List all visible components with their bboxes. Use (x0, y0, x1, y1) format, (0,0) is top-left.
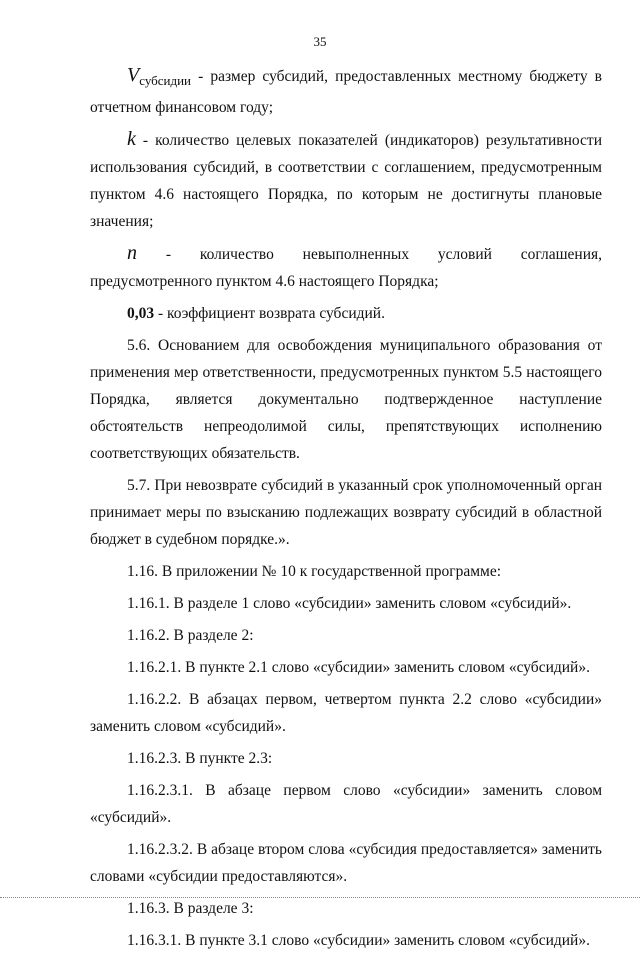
definition-coefficient-text: - коэффициент возврата субсидий. (154, 305, 385, 323)
paragraph-1-16-2-2: 1.16.2.2. В абзацах первом, четвертом пункта 2.2 слово «субсидии» заменить словом «субсидий». (90, 691, 602, 736)
paragraph-1-16-2-1: 1.16.2.1. В пункте 2.1 слово «субсидии» заменить словом «субсидий». (127, 659, 590, 677)
definition-coefficient (90, 300, 602, 327)
paragraph-1-16-2: 1.16.2. В разделе 2: (127, 627, 254, 645)
definition-k (90, 126, 602, 235)
document-body (90, 62, 602, 954)
variable-k: k (127, 128, 136, 151)
definition-v-text: - размер субсидий, предоставленных местному бюджету в отчетном финансовом году; (90, 68, 602, 117)
page-number: 35 (313, 34, 327, 49)
paragraph-5-6: 5.6. Основанием для освобождения муниципального образования от применения мер ответственности, предусмотренных пунктом 5.5 настоящего Порядка, является документально подтвержденное наступление обстоятельств непреодолимой силы, препятствующих исполнению соответствующих обязательств. (90, 337, 602, 463)
variable-n: n (127, 242, 137, 265)
definition-n-text: - количество невыполненных условий соглашения, предусмотренного пунктом 4.6 настоящего Порядка; (90, 246, 602, 291)
paragraph-1-16-3: 1.16.3. В разделе 3: (127, 900, 254, 918)
definition-k-text: - количество целевых показателей (индикаторов) результативности использования субсидий, в соответствии с соглашением, предусмотренным пунктом 4.6 настоящего Порядка, по которым не достигнуты плановые значения; (90, 132, 602, 231)
paragraph-1-16-3-1: 1.16.3.1. В пункте 3.1 слово «субсидии» заменить словом «субсидий». (127, 932, 590, 950)
paragraph-1-16: 1.16. В приложении № 10 к государственной программе: (127, 563, 502, 581)
definition-v (90, 62, 602, 121)
paragraph-5-7: 5.7. При невозврате субсидий в указанный срок уполномоченный орган принимает меры по взысканию подлежащих возврату субсидий в областной бюджет в судебном порядке.». (90, 477, 602, 549)
paragraph-1-16-1: 1.16.1. В разделе 1 слово «субсидии» заменить словом «субсидий». (127, 595, 572, 613)
variable-v: V (127, 64, 140, 86)
paragraph-1-16-2-3: 1.16.2.3. В пункте 2.3: (127, 750, 273, 768)
coefficient-value: 0,03 (127, 305, 155, 323)
paragraph-1-16-2-3-1: 1.16.2.3.1. В абзаце первом слово «субсидии» заменить словом «субсидий». (90, 782, 602, 827)
definition-n (90, 240, 602, 295)
page-bottom-edge (0, 897, 640, 898)
paragraph-1-16-2-3-2: 1.16.2.3.2. В абзаце втором слова «субсидия предоставляется» заменить словами «субсидии предоставляются». (90, 841, 602, 886)
variable-v-subscript: субсидии (139, 73, 192, 89)
